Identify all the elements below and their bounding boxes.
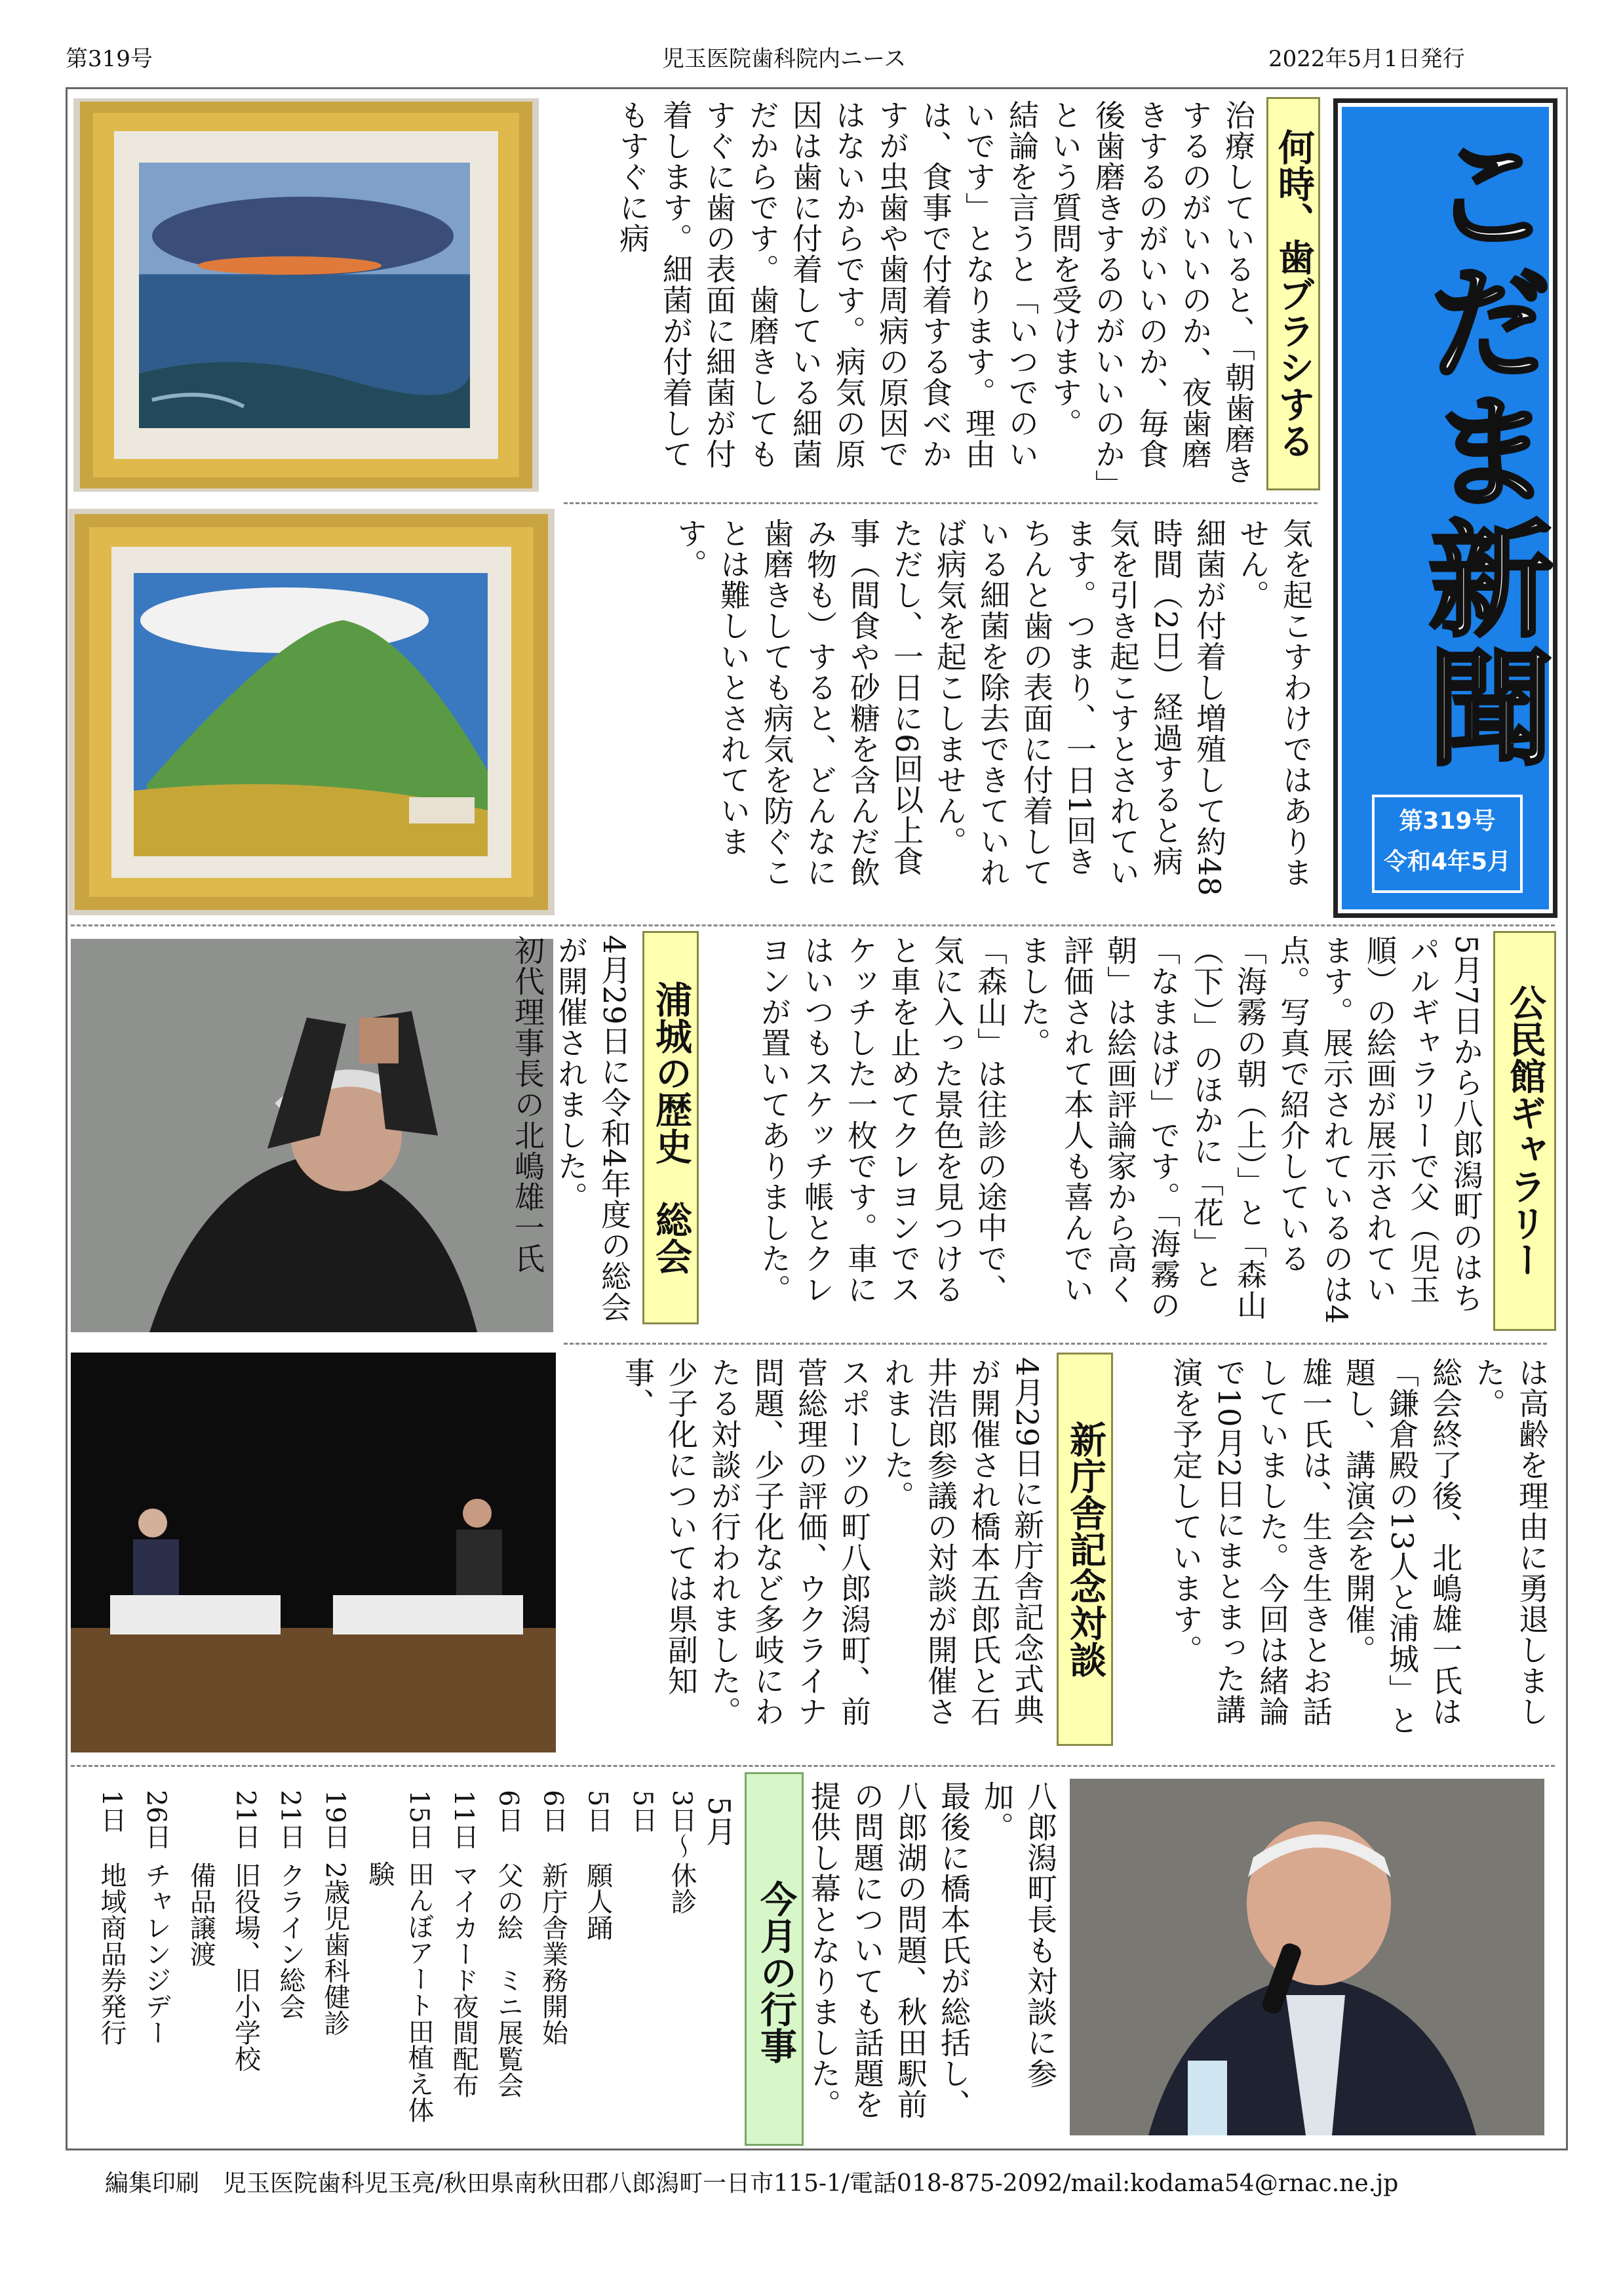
event-name: 備品譲渡 [186,1862,216,1967]
speaker-microphone-image [1070,1779,1544,2135]
brushing-body-part2: 気を起こすわけではありません。 細菌が付着し増殖して約48時間（2日）経過すると病気を引き起こすとされています。つまり、一日1回きちんと歯の表面に付着している細菌を除去できていれば病気を起こしません。 ただし、一日に6回以上食事（間食や砂糖を含んだ飲み物も）すると、どんなに歯磨きしても病気を防ぐことは難しいとされています。 [673,518,1314,897]
painting-mountain-photo [68,509,555,915]
event-date: 6日 [493,1790,524,1833]
painting-sea-image [73,98,539,492]
event-item [226,1790,265,2144]
footer-colophon: 編集印刷 児玉医院歯科児玉亮/秋田県南秋田郡八郎潟町一日市115-1/電話018-875-2092/mail:kodama54@rnac.ne.jp [105,2170,1399,2197]
speaker-gesture-photo [71,939,553,1332]
event-name: チャレンジデー [141,1862,172,2046]
speaker-gesture-image [71,939,553,1332]
event-date [181,1790,220,1862]
event-item [181,1790,220,2144]
event-date: 3日～5日 [627,1790,697,1859]
event-name: 旧役場、旧小学校 [230,1862,261,2072]
event-name: 地域商品券発行 [96,1862,127,2046]
masthead-issue-box [1372,795,1523,893]
event-item [488,1790,528,2144]
event-item [623,1790,701,2144]
event-item [136,1790,176,2144]
painting-mountain-image [68,509,555,915]
divider [564,1343,1547,1345]
event-item [360,1790,439,2144]
divider [71,924,1555,926]
gallery-body: 5月7日から八郎潟町のはちパルギャラリーで父（児玉順）の絵画が展示されています。展示されているのは4点。写真で紹介している「海霧の朝（上）」と「森山（下）」のほかに「花」と「なまはげ」です。「海霧の朝」は絵画評論家から高く評価されて本人も喜んでいました。 「森山」は往診の途中で、気に入った景色を見つけると車を止めてクレヨンでスケッチした一枚です。車にはいつもスケッチ帳とクレヨンが置いてありました。 [756,935,1484,1325]
event-name: 田んぼアート田植え体験 [364,1861,435,2123]
speaker-microphone-photo [1070,1779,1544,2135]
event-name: 休診 [666,1862,697,1914]
urajo-body-part2: は高齢を理由に勇退しました。 総会終了後、北嶋雄一氏は「鎌倉殿の13人と浦城」と題し、講演会を開催。 雄一氏は、生き生きとお話していました。今回は緒論で10月2日にまとまった講演を予定しています。 [1168,1357,1550,1736]
event-name: 2歳児歯科健診 [319,1862,350,2036]
masthead-title: こだま新聞 [1408,129,1554,772]
stage-dialogue-image [71,1353,556,1752]
new-office-body-part1: 4月29日に新庁舎記念式典が開催され橋本五郎氏と石井浩郎参議の対談が開催されました。 スポーツの町八郎潟町、前菅総理の評価、ウクライナ問題、少子化など多岐にわたる対談が行われました。 少子化については県副知事、 [620,1357,1045,1727]
events-heading: 今月の行事 [745,1772,804,2146]
event-date: 6日 [538,1790,568,1833]
new-office-heading: 新庁舎記念対談 [1057,1353,1113,1746]
issue-number: 第319号 [66,46,153,72]
event-date: 11日 [448,1790,479,1850]
masthead-era-date: 令和4年5月 [1383,848,1512,875]
brushing-body-part1: 治療していると、「朝歯磨きするのがいいのか、夜歯磨きするのがいいのか、毎食後歯磨きするのがいいのか」という質問を受けます。 結論を言うと「いつでのいいです」となります。理由は、食事で付着する食べかすが虫歯や歯周病の原因ではないからです。病気の原因は歯に付着している細菌だからです。歯磨きしてもすぐに歯の表面に細菌が付着します。細菌が付着してもすぐに病 [615,100,1256,485]
masthead-issue-number: 第319号 [1399,808,1496,835]
event-date: 1日 [96,1790,127,1833]
event-name: 父の絵 ミニ展覧会 [493,1862,524,2098]
event-date: 19日 [319,1790,350,1850]
publish-date: 2022年5月1日発行 [1268,46,1465,72]
divider [71,1765,1555,1767]
event-date: 21日 [230,1790,261,1850]
event-item [444,1790,483,2144]
event-item [578,1790,617,2144]
event-date: 21日 [275,1790,305,1850]
painting-sea-photo [73,98,539,492]
event-item [534,1790,573,2144]
event-item [92,1790,131,2144]
divider [564,502,1318,504]
brushing-heading: 何時、歯ブラシする [1266,97,1320,490]
event-name: 願人踊 [582,1862,613,1941]
gallery-heading: 公民館ギャラリー [1493,931,1556,1331]
masthead [1333,98,1557,918]
newsletter-name: 児玉医院歯科院内ニース [662,46,907,72]
events-list [92,1790,701,2144]
new-office-body-part2: 八郎潟町長も対談に参加。 最後に橋本氏が総括し、八郎湖の問題、秋田駅前の問題についても話題を提供し幕となりました。 [806,1781,1058,2120]
event-name: 新庁舎業務開始 [538,1862,568,2046]
urajo-body-part1: 4月29日に令和4年度の総会が開催されました。 初代理事長の北嶋雄一氏 [510,935,632,1323]
event-item [271,1790,310,2144]
event-name: マイカード夜間配布 [448,1862,479,2098]
event-item [315,1790,355,2144]
stage-dialogue-photo [71,1353,556,1752]
event-date: 5日 [582,1790,613,1833]
urajo-heading: 浦城の歴史 総会 [642,931,699,1324]
event-date: 15日 [404,1790,435,1850]
event-name: クライン総会 [275,1862,305,2019]
event-date: 26日 [141,1790,172,1850]
events-month: 5月 [701,1796,737,1848]
